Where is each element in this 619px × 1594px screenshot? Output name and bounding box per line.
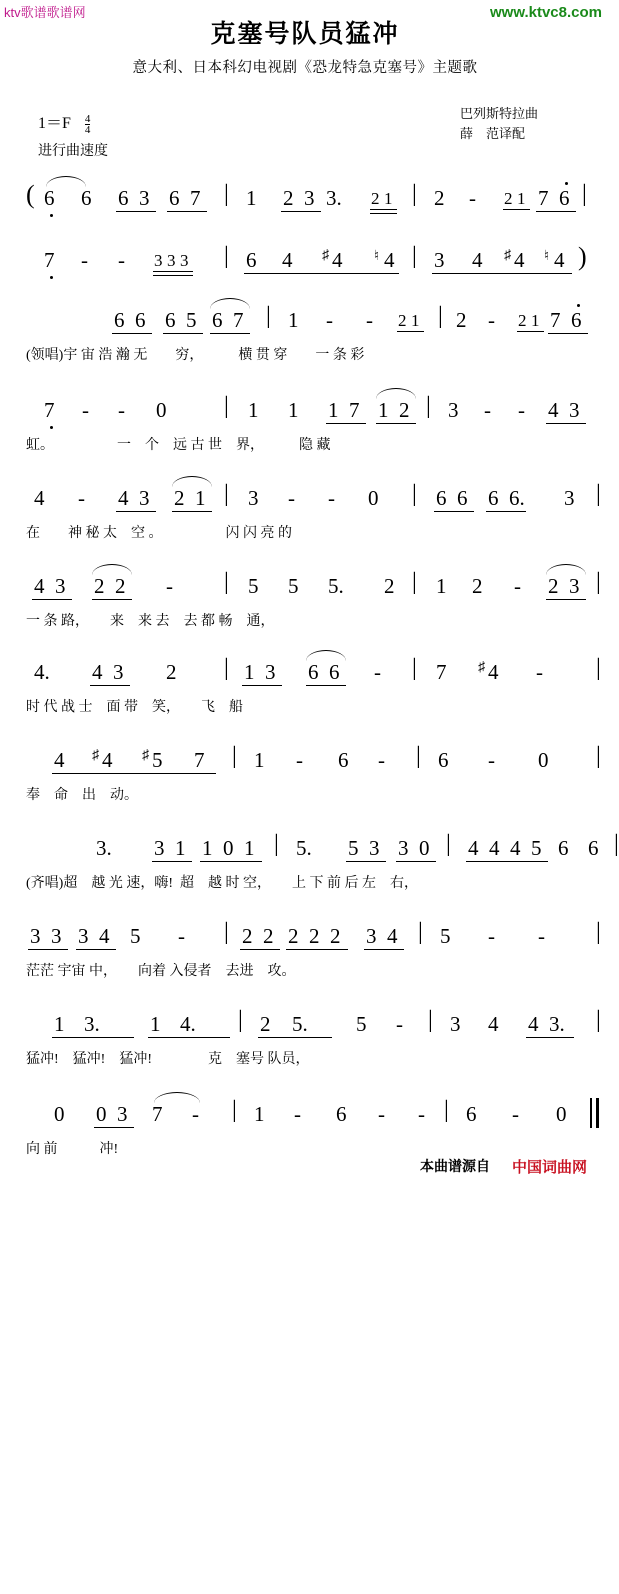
watermark-left: ktv歌谱歌谱网 [4, 5, 86, 20]
score-row-5 [26, 478, 601, 552]
score-row-4 [26, 390, 586, 464]
key-signature [38, 110, 90, 135]
score-row-2-notes: 7 - - 3 3 3 | 6 4 ♯ 4 ♮ 4 | 3 4 ♯ 4 ♮ 4 ) [26, 240, 586, 284]
score-row-5-notes: 4 - 4 3 2 1 | 3 - - 0 | 6 6 6 6. 3 | [26, 478, 586, 522]
score-row-12-lyrics: 向 前 冲! [26, 1142, 119, 1157]
score-row-11 [26, 1004, 601, 1078]
score-row-8-notes: 4 ♯ 4 ♯ 5 7 | 1 - 6 - | 6 - 0 | [54, 743, 601, 772]
score-row-11-lyrics: 猛冲! 猛冲! 猛冲! 克 塞号 队员， [26, 1052, 310, 1067]
page-subtitle: 意大利、日本科幻电视剧《恐龙特急克塞号》主题歌 [132, 60, 478, 76]
score-row-7-lyrics: 时 代 战 士 面 带 笑， 飞 船 [26, 700, 243, 715]
key-label: 1＝F [38, 115, 71, 132]
score-row-5-lyrics: 在 神 秘 太 空 。 闪 闪 亮 的 [26, 526, 292, 541]
watermark-site-url: www.ktvc8.com [490, 4, 602, 21]
score-row-10-notes: 3 3 3 4 5 - | 2 2 2 2 2 3 4 | 5 - - | [30, 919, 601, 948]
score-row-3 [26, 300, 586, 374]
time-sig-denominator: 4 [84, 123, 91, 136]
score-row-11-notes: 1 3. 1 4. | 2 5. 5 - | 3 4 4 3. | [54, 1007, 601, 1036]
score-row-10-lyrics: 茫茫 宇宙 中， 向着 入侵者 去进 攻。 [26, 964, 296, 979]
time-sig-numerator: 4 [84, 112, 91, 125]
composer-name: 巴列斯特拉曲 [459, 106, 538, 121]
score-row-6 [26, 566, 601, 640]
score-row-6-lyrics: 一 条 路， 来 来 去 去 都 畅 通， [26, 614, 275, 629]
source-label: 本曲谱源自 [420, 1160, 490, 1175]
time-signature [85, 114, 91, 135]
score-row-10 [26, 916, 601, 990]
score-row-7 [26, 652, 601, 726]
score-row-6-notes: 4 3 2 2 - | 5 5 5. 2 | 1 2 - 2 3 | [26, 566, 586, 610]
score-row-3-lyrics: (领唱)宇 宙 浩 瀚 无 穷， 横 贯 穿 一 条 彩 [26, 348, 365, 363]
score-row-9-notes: 3. 3 1 1 0 1 | 5. 5 3 3 0 | 4 4 4 5 6 6 | [96, 831, 619, 860]
score-row-9-lyrics: (齐唱)超 越 光 速，嗨! 超 越 时 空， 上 下 前 后 左 右， [26, 876, 418, 891]
score-row-12 [26, 1094, 586, 1168]
score-row-4-notes: 7 - - 0 | 1 1 1 7 1 2 | 3 - - 4 3 [26, 390, 586, 434]
source-site-link[interactable]: 中国词曲网 [512, 1160, 588, 1176]
score-row-8-lyrics: 奉 命 出 动。 [26, 788, 138, 803]
composer-credits [460, 104, 538, 144]
score-row-3-notes: 6 6 6 5 6 7 | 1 - - 2 1 | 2 - 2 1 7 6 [26, 300, 586, 344]
translator-name: 薛 范译配 [459, 126, 525, 141]
score-row-12-notes: 0 0 3 7 - | 1 - 6 - - | 6 - 0 [26, 1094, 586, 1138]
score-row-9 [26, 828, 619, 902]
score-row-4-lyrics: 虹。 一 个 远 古 世 界， 隐 藏 [26, 438, 331, 453]
page-title: 克塞号队员猛冲 [210, 21, 400, 48]
tempo-marking: 进行曲速度 [38, 144, 108, 159]
score-row-7-notes: 4. 4 3 2 | 1 3 6 6 - | 7 ♯ 4 - | [26, 652, 586, 696]
score-row-8 [26, 740, 601, 814]
score-row-1-notes: ( 6 6 6 3 6 7 | 1 2 3 3. 2 1 | 2 - 2 1 7 6 | [26, 178, 586, 222]
